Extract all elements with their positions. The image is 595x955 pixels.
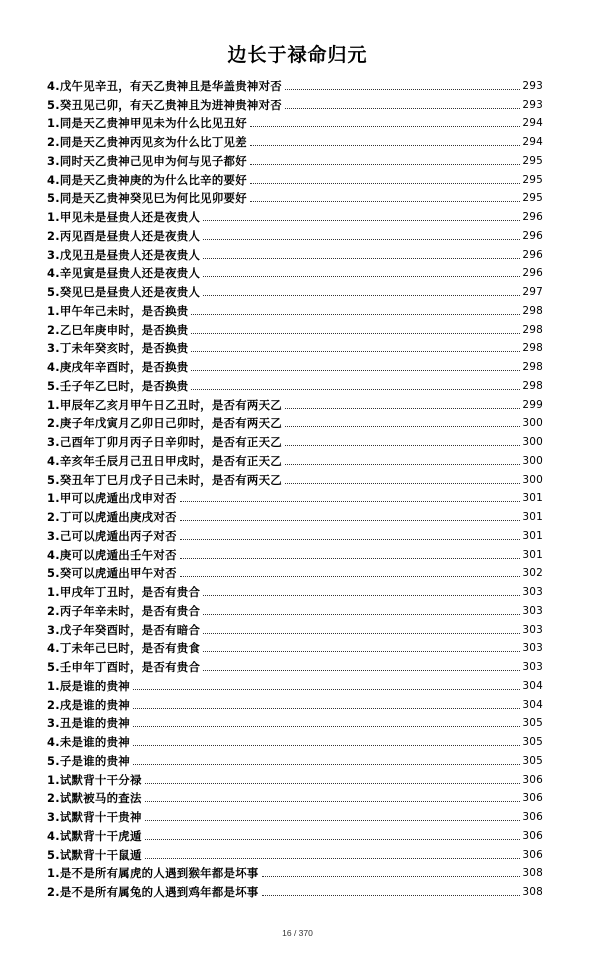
dot-leader [145,839,521,840]
toc-entry-label: 4.未是谁的贵神 [47,735,130,749]
toc-entry-page: 301 [522,548,543,561]
toc-entry[interactable] [47,112,543,131]
toc-entry-page: 296 [522,211,543,223]
dot-leader [262,895,521,896]
toc-entry[interactable] [47,468,543,487]
toc-entry[interactable] [47,224,543,243]
dot-leader [250,201,520,202]
toc-entry-label: 2.是不是所有属兔的人遇到鸡年都是坏事 [47,885,259,899]
dot-leader [133,726,520,727]
toc-entry[interactable] [47,374,543,393]
toc-entry-label: 3.己可以虎遁出丙子对否 [47,528,177,543]
toc-entry-page: 298 [522,304,543,317]
toc-entry-page: 300 [522,473,543,486]
toc-entry[interactable] [47,824,543,843]
toc-entry-page: 296 [522,229,543,242]
dot-leader [203,220,520,221]
toc-entry-label: 4.丁未年己巳时，是否有贵食 [47,641,201,656]
toc-entry-label: 5.同是天乙贵神癸见巳为何比见卯要好 [47,191,247,206]
toc-entry-page: 306 [522,848,543,861]
dot-leader [203,595,520,596]
toc-entry[interactable] [47,805,543,824]
dot-leader [285,445,520,446]
dot-leader [285,483,520,484]
toc-entry-page: 306 [522,773,543,786]
dot-leader [203,670,520,671]
toc-entry-label: 3.丁未年癸亥时，是否换贵 [47,341,189,356]
toc-entry-page: 293 [522,79,543,92]
dot-leader [250,126,520,127]
toc-entry-page: 294 [522,117,543,130]
dot-leader [285,408,520,409]
toc-entry-label: 5.癸丑见己卯，有天乙贵神且为进神贵神对否 [47,97,282,112]
toc-entry[interactable] [47,749,543,768]
dot-leader [191,333,520,334]
toc-entry-page: 306 [522,829,543,842]
toc-entry-label: 4.辛亥年壬辰月己丑日甲戌时，是否有正天乙 [47,453,282,468]
dot-leader [180,501,521,502]
toc-entry[interactable] [47,787,543,806]
toc-entry-label: 4.试默背十干虎遁 [47,828,142,843]
dot-leader [180,539,521,540]
toc-entry[interactable] [47,430,543,449]
toc-entry[interactable] [47,205,543,224]
toc-entry-page: 295 [522,192,543,205]
toc-entry[interactable] [47,543,543,562]
toc-entry-page: 298 [522,342,543,355]
toc-entry[interactable] [47,674,543,693]
toc-entry[interactable] [47,74,543,93]
dot-leader [203,239,520,240]
page-number-footer: 16 / 370 [282,928,313,938]
toc-entry-label: 3.戊子年癸酉时，是否有暗合 [47,622,201,637]
toc-entry[interactable] [47,712,543,731]
toc-entry[interactable] [47,393,543,412]
toc-entry-label: 2.同是天乙贵神丙见亥为什么比丁见差 [47,135,247,149]
dot-leader [133,708,520,709]
dot-leader [133,745,520,746]
toc-entry[interactable] [47,768,543,787]
toc-entry[interactable] [47,243,543,262]
dot-leader [191,314,520,315]
document-title: 边长于禄命归元 [227,44,368,66]
toc-entry[interactable] [47,337,543,356]
toc-entry[interactable] [47,168,543,187]
toc-entry[interactable] [47,355,543,374]
toc-entry-page: 295 [522,154,543,167]
toc-entry-page: 297 [522,286,543,298]
toc-entry-label: 3.戊见丑是昼贵人还是夜贵人 [47,247,201,262]
toc-entry-label: 1.甲戌年丁丑时，是否有贵合 [47,585,201,599]
toc-entry[interactable] [47,318,543,337]
dot-leader [285,108,520,109]
toc-entry[interactable] [47,449,543,468]
toc-entry-page: 305 [522,754,543,767]
toc-entry[interactable] [47,412,543,431]
toc-entry-page: 305 [522,717,543,730]
toc-entry-page: 298 [522,323,543,336]
toc-entry-page: 300 [522,417,543,430]
toc-entry-page: 303 [522,623,543,636]
toc-entry-label: 1.试默背十干分禄 [47,772,142,787]
toc-entry-label: 5.壬子年乙巳时，是否换贵 [47,378,189,393]
toc-entry-label: 4.戊午见辛丑，有天乙贵神且是华盖贵神对否 [47,78,282,93]
toc-entry-label: 3.试默背十干贵神 [47,810,142,824]
toc-entry-page: 303 [522,604,543,617]
toc-entry-label: 3.己酉年丁卯月丙子日辛卯时，是否有正天乙 [47,435,282,449]
dot-leader [191,370,520,371]
toc-entry-label: 4.同是天乙贵神庚的为什么比辛的要好 [47,172,247,187]
toc-entry-label: 2.丙子年辛未时，是否有贵合 [47,603,201,618]
toc-entry-label: 4.庚戌年辛酉时，是否换贵 [47,360,189,374]
dot-leader [145,858,521,859]
toc-entry-label: 1.甲可以虎遁出戊申对否 [47,491,177,506]
dot-leader [191,389,520,390]
toc-entry-page: 308 [522,886,543,898]
toc-entry[interactable] [47,618,543,637]
toc-entry-page: 298 [522,379,543,392]
toc-entry-page: 301 [522,529,543,542]
dot-leader [250,164,520,165]
dot-leader [180,576,521,577]
dot-leader [262,876,521,877]
dot-leader [285,426,520,427]
toc-entry-label: 5.癸见巳是昼贵人还是夜贵人 [47,285,201,299]
dot-leader [145,801,521,802]
dot-leader [250,145,520,146]
toc-entry-page: 301 [522,511,543,523]
toc-entry-page: 303 [522,661,543,673]
toc-entry[interactable] [47,130,543,149]
toc-entry[interactable] [47,599,543,618]
toc-entry-page: 293 [522,98,543,111]
dot-leader [180,520,521,521]
toc-entry-label: 1.是不是所有属虎的人遇到猴年都是坏事 [47,866,259,881]
toc-entry-page: 299 [522,398,543,411]
toc-entry[interactable] [47,187,543,206]
dot-leader [203,633,520,634]
dot-leader [203,276,520,277]
toc-entry-label: 5.癸可以虎遁出甲午对否 [47,566,177,581]
toc-entry-page: 303 [522,586,543,598]
dot-leader [203,295,520,296]
toc-entry[interactable] [47,843,543,862]
toc-entry-label: 1.甲辰年乙亥月甲午日乙丑时，是否有两天乙 [47,397,282,412]
dot-leader [285,89,520,90]
dot-leader [203,614,520,615]
toc-entry-label: 5.癸丑年丁巳月戊子日己未时，是否有两天乙 [47,472,282,487]
toc-entry[interactable] [47,880,543,899]
toc-entry-label: 4.庚可以虎遁出壬午对否 [47,547,177,562]
toc-entry-page: 304 [522,679,543,692]
toc-entry[interactable] [47,862,543,881]
toc-entry-page: 305 [522,736,543,748]
toc-entry-label: 2.丙见酉是昼贵人还是夜贵人 [47,228,201,243]
toc-entry[interactable] [47,562,543,581]
toc-entry[interactable] [47,280,543,299]
dot-leader [191,351,520,352]
toc-entry[interactable] [47,524,543,543]
toc-entry-page: 296 [522,267,543,280]
toc-entry-page: 298 [522,361,543,373]
toc-entry[interactable] [47,149,543,168]
dot-leader [203,651,520,652]
toc-entry-page: 302 [522,567,543,580]
toc-entry-page: 303 [522,642,543,655]
toc-entry[interactable] [47,693,543,712]
toc-entry-label: 1.甲午年己未时，是否换贵 [47,303,189,318]
toc-entry-label: 1.辰是谁的贵神 [47,678,130,693]
toc-entry-page: 296 [522,248,543,261]
toc-entry[interactable] [47,262,543,281]
toc-entry-page: 304 [522,698,543,711]
dot-leader [133,764,520,765]
toc-entry-label: 5.试默背十干鼠遁 [47,847,142,862]
toc-entry-label: 3.丑是谁的贵神 [47,716,130,731]
toc-entry-page: 306 [522,792,543,805]
toc-entry[interactable] [47,730,543,749]
toc-entry-page: 301 [522,492,543,505]
toc-entry-label: 2.试默被马的查法 [47,791,142,806]
toc-entry-page: 306 [522,811,543,823]
toc-entry-page: 300 [522,454,543,467]
toc-entry[interactable] [47,655,543,674]
toc-entry[interactable] [47,93,543,112]
toc-entry-label: 5.壬申年丁酉时，是否有贵合 [47,660,201,674]
toc-entry-label: 3.同时天乙贵神己见申为何与见子都好 [47,153,247,168]
dot-leader [180,558,521,559]
dot-leader [133,689,520,690]
toc-entry-label: 2.乙巳年庚申时，是否换贵 [47,322,189,337]
toc-entry-label: 1.甲见未是昼贵人还是夜贵人 [47,210,201,224]
toc-entry-page: 295 [522,173,543,186]
toc-entry-label: 1.同是天乙贵神甲见未为什么比见丑好 [47,116,247,131]
toc-entry-page: 294 [522,136,543,148]
toc-entry-label: 4.辛见寅是昼贵人还是夜贵人 [47,266,201,281]
toc-entry-page: 308 [522,867,543,880]
toc-entry[interactable] [47,487,543,506]
dot-leader [203,258,520,259]
toc-entry-label: 2.丁可以虎遁出庚戌对否 [47,510,177,524]
toc-entry[interactable] [47,580,543,599]
dot-leader [145,783,521,784]
toc-entry-label: 2.戌是谁的贵神 [47,697,130,712]
toc-entry-page: 300 [522,436,543,448]
table-of-contents [47,74,543,899]
toc-entry[interactable] [47,299,543,318]
toc-entry-label: 5.子是谁的贵神 [47,753,130,768]
dot-leader [285,464,520,465]
dot-leader [250,183,520,184]
toc-entry-label: 2.庚子年戊寅月乙卯日己卯时，是否有两天乙 [47,416,282,431]
toc-entry[interactable] [47,505,543,524]
dot-leader [145,820,521,821]
toc-entry[interactable] [47,637,543,656]
